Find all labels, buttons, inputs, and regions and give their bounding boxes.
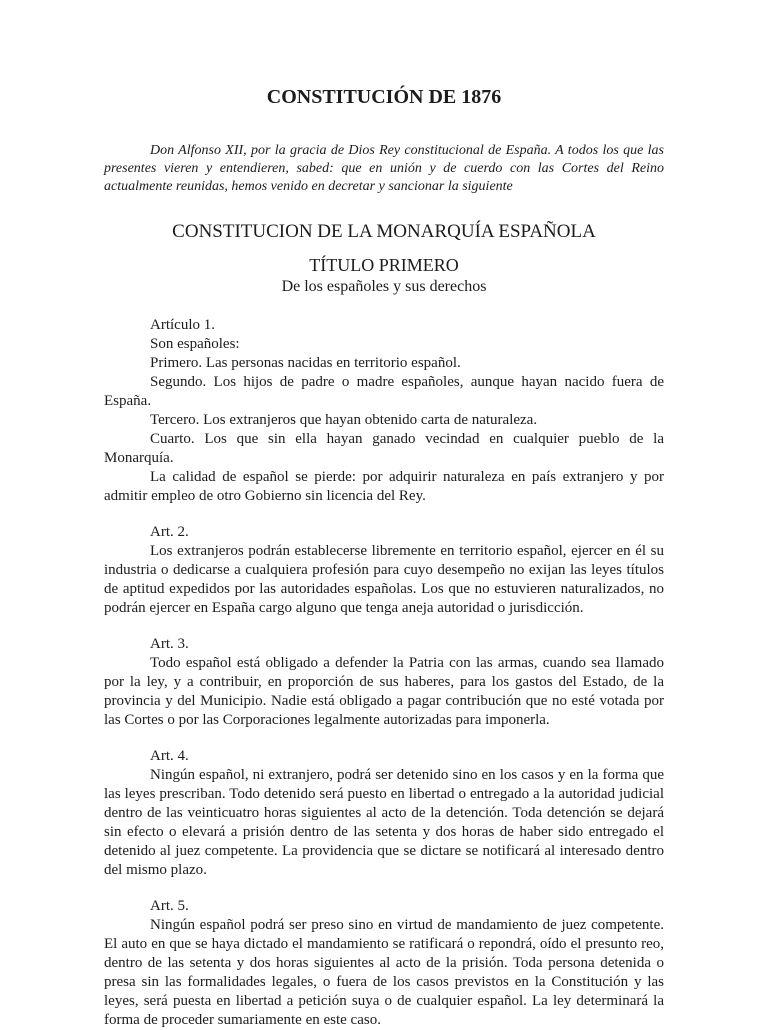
article-paragraph: La calidad de español se pierde: por adquirir naturaleza en país extranjero y por admitir empleo de otro Gobierno sin licencia del Rey. bbox=[104, 469, 664, 504]
article-paragraph: Los extranjeros podrán establecerse libremente en territorio español, ejercer en él su industria o dedicarse a cualquiera profesión para cuyo desempeño no exijan las leyes títulos de aptitud expedidos por las autoridades españolas. Los que no estuvieren naturalizados, no podrán ejercer en España cargo alguno que tenga aneja autoridad o jurisdicción. bbox=[104, 543, 664, 616]
article-3 bbox=[104, 635, 664, 730]
article-heading: Art. 4. bbox=[150, 748, 189, 764]
article-4 bbox=[104, 747, 664, 880]
article-heading: Art. 2. bbox=[150, 524, 189, 540]
article-paragraph: Todo español está obligado a defender la Patria con las armas, cuando sea llamado por la ley, y a contribuir, en proporción de sus haberes, para los gastos del Estado, de la provincia y del Municipio. Nadie está obligado a pagar contribución que no esté votada por las Cortes o por las Corporaciones legalmente autorizadas para imponerla. bbox=[104, 655, 664, 728]
article-2 bbox=[104, 523, 664, 618]
article-paragraph: Son españoles: bbox=[150, 336, 240, 352]
article-paragraph: Cuarto. Los que sin ella hayan ganado vecindad en cualquier pueblo de la Monarquía. bbox=[104, 431, 664, 466]
article-5 bbox=[104, 897, 664, 1030]
article-heading: Art. 5. bbox=[150, 898, 189, 914]
document-title: CONSTITUCIÓN DE 1876 bbox=[266, 86, 502, 108]
constitution-title: CONSTITUCION DE LA MONARQUÍA ESPAÑOLA bbox=[172, 221, 596, 242]
title-heading: TÍTULO PRIMERO bbox=[309, 255, 459, 275]
article-heading: Art. 3. bbox=[150, 636, 189, 652]
article-paragraph: Ningún español, ni extranjero, podrá ser detenido sino en los casos y en la forma que las leyes prescriban. Todo detenido será puesto en libertad o entregado a la autoridad judicial dentro de las veinticuatro horas siguientes al acto de la detención. Toda detención se dejará sin efecto o elevará a prisión dentro de las setenta y dos horas de haber sido entregado el detenido al juez competente. La providencia que se dictare se notificará al interesado dentro del mismo plazo. bbox=[104, 767, 664, 878]
title-subheading: De los españoles y sus derechos bbox=[281, 278, 487, 295]
preamble: Don Alfonso XII, por la gracia de Dios Rey constitucional de España. A todos los que las presentes vieren y entendieren, sabed: que en unión y de cuerdo con las Cortes del Reino actualmente reunidas, hemos venido en decretar y sancionar la siguiente bbox=[104, 143, 664, 194]
article-heading: Artículo 1. bbox=[150, 317, 215, 333]
article-paragraph: Segundo. Los hijos de padre o madre españoles, aunque hayan nacido fuera de España. bbox=[104, 374, 664, 409]
article-paragraph: Ningún español podrá ser preso sino en virtud de mandamiento de juez competente. El auto en que se haya dictado el mandamiento se ratificará o repondrá, oído el presunto reo, dentro de las setenta y dos horas siguientes al acto de la prisión. Toda persona detenida o presa sin las formalidades legales, o fuera de los casos previstos en la Constitución y las leyes, será puesta en libertad a petición suya o de cualquier español. La ley determinará la forma de proceder sumariamente en este caso. bbox=[104, 917, 664, 1028]
article-1 bbox=[104, 316, 664, 506]
article-paragraph: Primero. Las personas nacidas en territorio español. bbox=[150, 355, 461, 371]
article-paragraph: Tercero. Los extranjeros que hayan obtenido carta de naturaleza. bbox=[150, 412, 538, 428]
